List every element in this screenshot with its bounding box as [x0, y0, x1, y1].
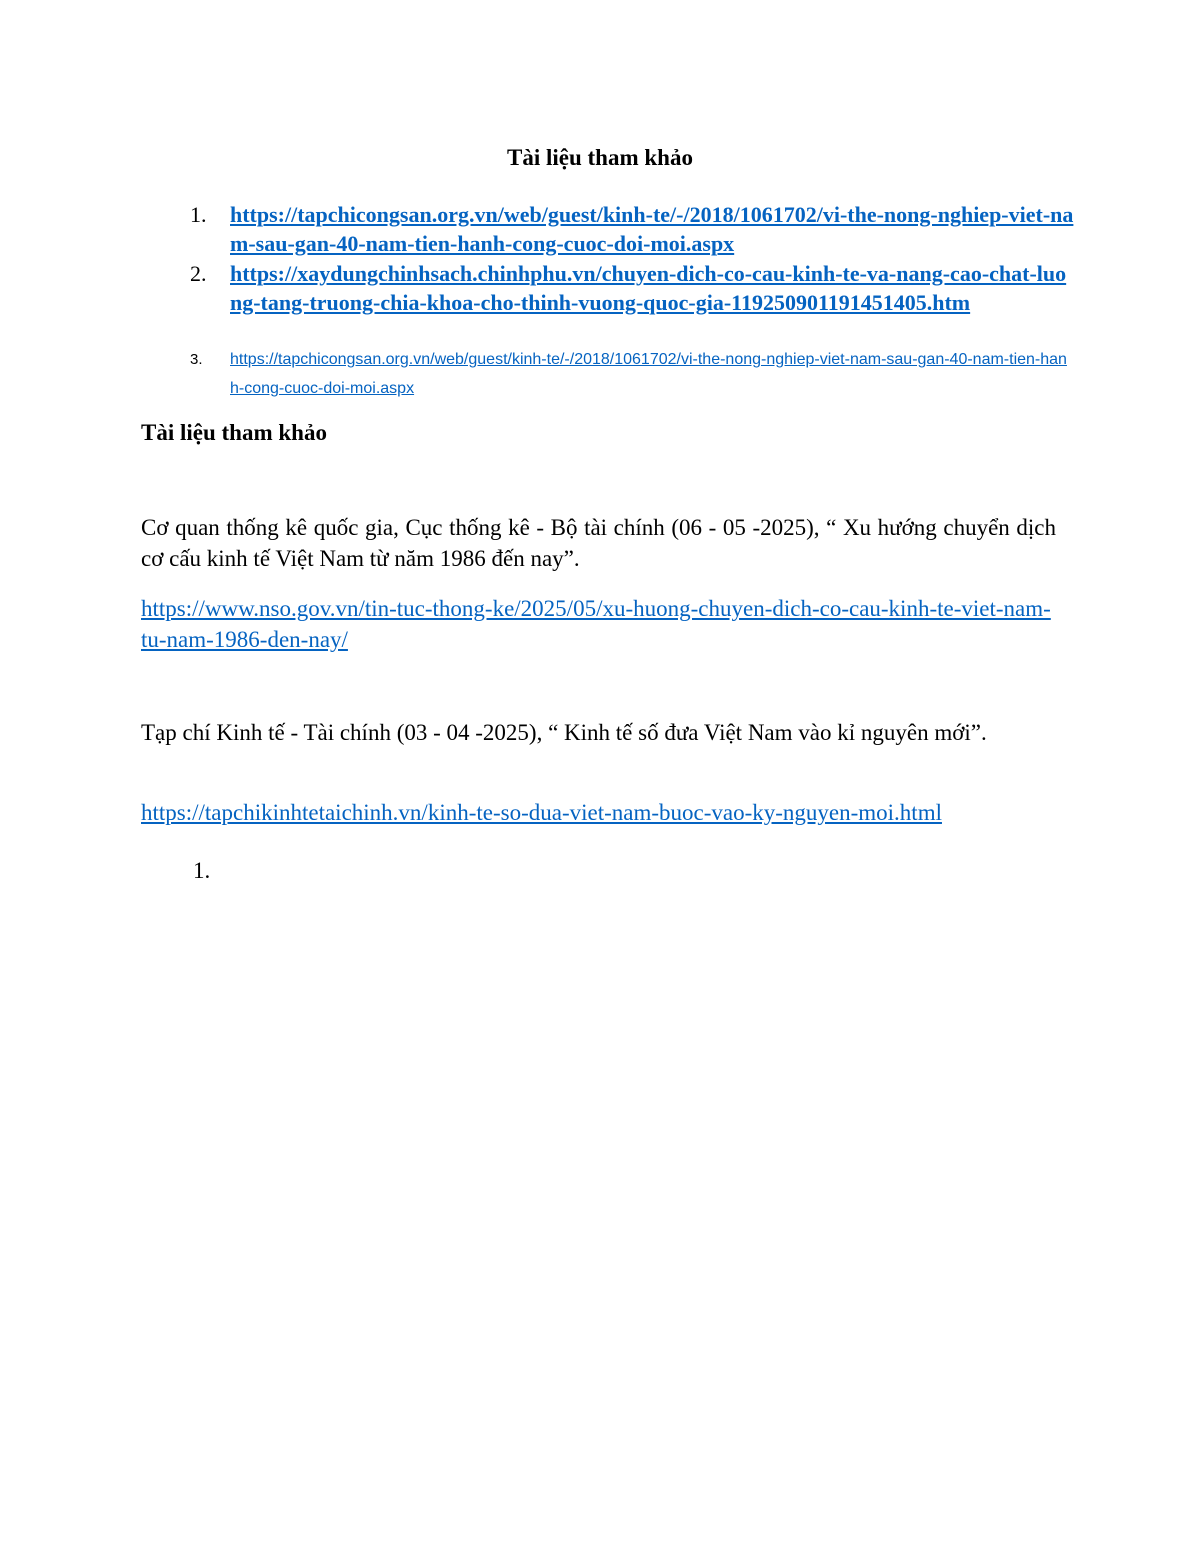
- reference-number: 3.: [190, 351, 203, 368]
- reference-link[interactable]: https://tapchicongsan.org.vn/web/guest/kinh-te/-/2018/1061702/vi-the-nong-nghiep-viet-nam-sau-gan-40-nam-tien-hanh-cong-cuoc-doi-moi.aspx: [230, 351, 1067, 397]
- citation-link[interactable]: https://www.nso.gov.vn/tin-tuc-thong-ke/2025/05/xu-huong-chuyen-dich-co-cau-kinh-te-viet-nam-tu-nam-1986-den-nay/: [141, 596, 1051, 652]
- reference-number: 1.: [190, 202, 207, 227]
- references-heading-centered: Tài liệu tham khảo: [507, 145, 693, 170]
- citation-text: Cơ quan thống kê quốc gia, Cục thống kê - Bộ tài chính (06 - 05 -2025), “ Xu hướng chuyển dịch cơ cấu kinh tế Việt Nam từ năm 1986 đến nay”.: [141, 515, 1056, 571]
- reference-link[interactable]: https://xaydungchinhsach.chinhphu.vn/chuyen-dich-co-cau-kinh-te-va-nang-cao-chat-luong-tang-truong-chia-khoa-cho-thinh-vuong-quoc-gia-119250901191451405.htm: [230, 261, 1067, 315]
- citation-link[interactable]: https://tapchikinhtetaichinh.vn/kinh-te-so-dua-viet-nam-buoc-vao-ky-nguyen-moi.html: [141, 800, 942, 825]
- citation-text: Tạp chí Kinh tế - Tài chính (03 - 04 -2025), “ Kinh tế số đưa Việt Nam vào kỉ nguyên mới”.: [141, 720, 987, 745]
- empty-list-number: 1.: [193, 858, 211, 883]
- reference-number: 2.: [190, 261, 207, 286]
- reference-link[interactable]: https://tapchicongsan.org.vn/web/guest/kinh-te/-/2018/1061702/vi-the-nong-nghiep-viet-nam-sau-gan-40-nam-tien-hanh-cong-cuoc-doi-moi.aspx: [230, 202, 1074, 256]
- references-heading-left: Tài liệu tham khảo: [141, 420, 327, 445]
